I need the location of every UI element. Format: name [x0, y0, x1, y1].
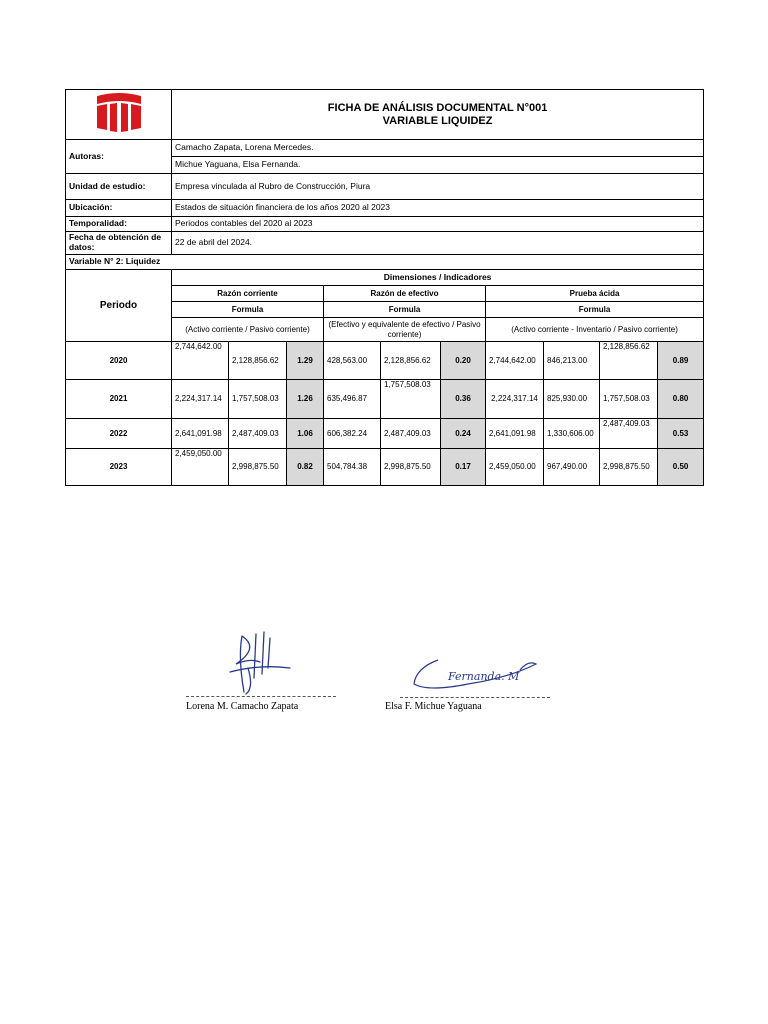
ubicacion-label: Ubicación:: [66, 200, 172, 217]
value-cell: 2,744,642.00: [486, 342, 544, 380]
autoras-label: Autoras:: [66, 140, 172, 174]
value-cell: 846,213.00: [544, 342, 600, 380]
value-cell: 2,998,875.50: [600, 449, 658, 486]
value-cell: 2,128,856.62: [229, 342, 287, 380]
university-logo: [91, 92, 147, 134]
signature-name-left: Lorena M. Camacho Zapata: [186, 701, 299, 712]
value-cell: 606,382.24: [324, 419, 381, 449]
autora-2: Michue Yaguana, Elsa Fernanda.: [172, 157, 704, 174]
ratio-cell: 1.29: [287, 342, 324, 380]
ratio-cell: 1.06: [287, 419, 324, 449]
value-cell: 2,459,050.00: [172, 449, 229, 486]
value-cell: 2,459,050.00: [486, 449, 544, 486]
value-cell: 635,496.87: [324, 380, 381, 419]
logo-cell: [66, 90, 172, 140]
ratio-cell: 0.36: [441, 380, 486, 419]
signature-scribble-left: [220, 628, 300, 698]
fecha-label: Fecha de obtención de datos:: [66, 232, 172, 255]
value-cell: 2,641,091.98: [486, 419, 544, 449]
ratio-cell: 0.50: [658, 449, 704, 486]
signature-line-left: [186, 696, 336, 697]
formula-label-3: Formula: [486, 302, 704, 318]
ubicacion-value: Estados de situación financiera de los años 2020 al 2023: [172, 200, 704, 217]
value-cell: 504,784.38: [324, 449, 381, 486]
table-row: [66, 380, 704, 419]
value-cell: 1,330,606.00: [544, 419, 600, 449]
ratio-cell: 0.17: [441, 449, 486, 486]
value-cell: 2,224,317.14: [486, 380, 544, 419]
indicator-prueba-acida: Prueba ácida: [486, 286, 704, 302]
period-cell: 2020: [66, 342, 172, 380]
periodo-header: Periodo: [66, 270, 172, 342]
value-cell: 428,563.00: [324, 342, 381, 380]
table-row: [66, 449, 704, 486]
value-cell: 2,487,409.03: [600, 419, 658, 449]
value-cell: 2,998,875.50: [229, 449, 287, 486]
table-row: [66, 342, 704, 380]
ratio-cell: 0.24: [441, 419, 486, 449]
value-cell: 2,744,642.00: [172, 342, 229, 380]
unidad-value: Empresa vinculada al Rubro de Construcción, Piura: [172, 174, 704, 200]
value-cell: 1,757,508.03: [381, 380, 441, 419]
period-cell: 2021: [66, 380, 172, 419]
period-cell: 2023: [66, 449, 172, 486]
temporalidad-label: Temporalidad:: [66, 217, 172, 232]
value-cell: 2,224,317.14: [172, 380, 229, 419]
value-cell: 1,757,508.03: [229, 380, 287, 419]
value-cell: 2,487,409.03: [381, 419, 441, 449]
dimensiones-header: Dimensiones / Indicadores: [172, 270, 704, 286]
indicator-razon-corriente: Razón corriente: [172, 286, 324, 302]
sheet-title: FICHA DE ANÁLISIS DOCUMENTAL N°001 VARIABLE LIQUIDEZ: [172, 90, 704, 140]
value-cell: 2,128,856.62: [600, 342, 658, 380]
ratio-cell: 0.20: [441, 342, 486, 380]
table-row: [66, 419, 704, 449]
value-cell: 2,641,091.98: [172, 419, 229, 449]
ratio-cell: 1.26: [287, 380, 324, 419]
formula-label-1: Formula: [172, 302, 324, 318]
period-cell: 2022: [66, 419, 172, 449]
ratio-cell: 0.89: [658, 342, 704, 380]
value-cell: 967,490.00: [544, 449, 600, 486]
signature-handwriting-right: Fernanda. M: [448, 670, 520, 683]
formula-razon-efectivo: (Efectivo y equivalente de efectivo / Pasivo corriente): [324, 318, 486, 342]
ratio-cell: 0.82: [287, 449, 324, 486]
value-cell: 1,757,508.03: [600, 380, 658, 419]
value-cell: 2,128,856.62: [381, 342, 441, 380]
formula-razon-corriente: (Activo corriente / Pasivo corriente): [172, 318, 324, 342]
ratio-cell: 0.53: [658, 419, 704, 449]
analysis-sheet: [65, 89, 704, 486]
formula-prueba-acida: (Activo corriente - Inventario / Pasivo corriente): [486, 318, 704, 342]
variable-label: Variable N° 2: Liquidez: [66, 255, 704, 270]
signature-name-right: Elsa F. Michue Yaguana: [385, 701, 482, 712]
temporalidad-value: Periodos contables del 2020 al 2023: [172, 217, 704, 232]
fecha-value: 22 de abril del 2024.: [172, 232, 704, 255]
signature-scribble-right: [408, 650, 548, 696]
autora-1: Camacho Zapata, Lorena Mercedes.: [172, 140, 704, 157]
value-cell: 2,998,875.50: [381, 449, 441, 486]
value-cell: 825,930.00: [544, 380, 600, 419]
indicator-razon-efectivo: Razón de efectivo: [324, 286, 486, 302]
value-cell: 2,487,409.03: [229, 419, 287, 449]
unidad-label: Unidad de estudio:: [66, 174, 172, 200]
formula-label-2: Formula: [324, 302, 486, 318]
ratio-cell: 0.80: [658, 380, 704, 419]
signature-line-right: [400, 697, 550, 698]
